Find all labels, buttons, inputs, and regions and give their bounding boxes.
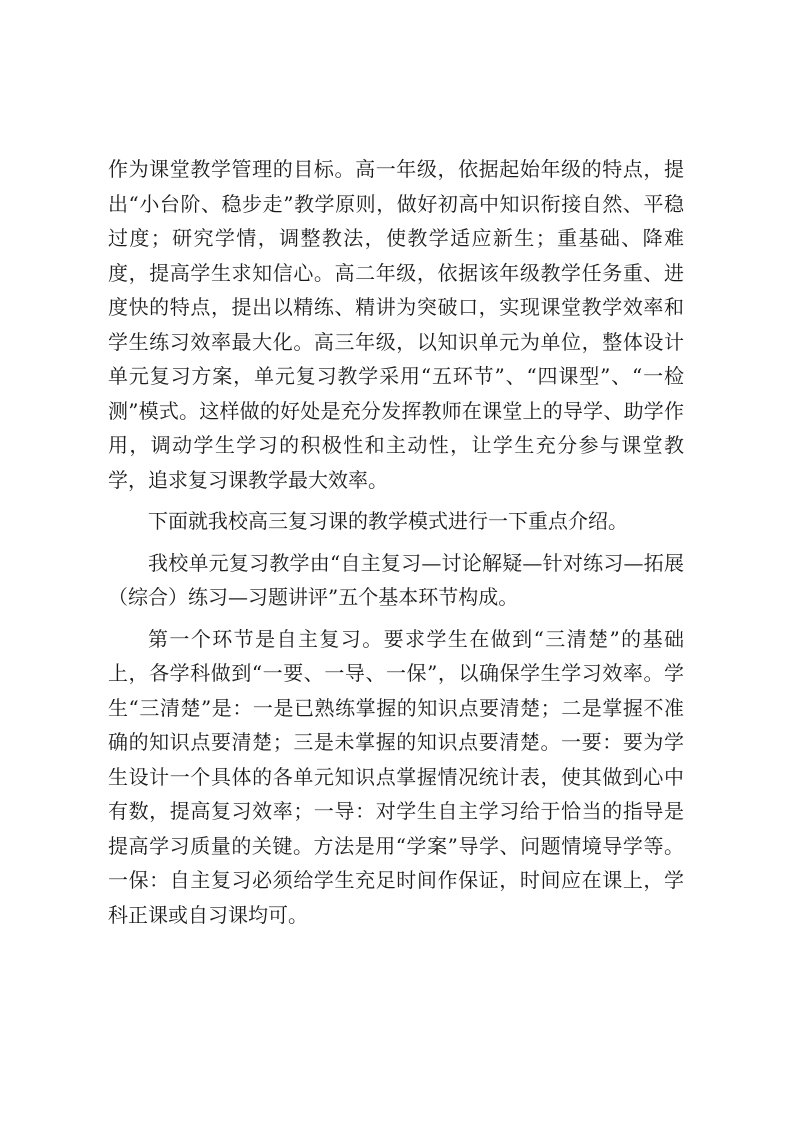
document-body xyxy=(108,152,684,932)
paragraph-five-steps: 我校单元复习教学由“自主复习—讨论解疑—针对练习—拓展（综合）练习—习题讲评”五个基本环节构成。 xyxy=(108,550,684,609)
paragraph-intro-model: 下面就我校高三复习课的教学模式进行一下重点介绍。 xyxy=(148,509,628,533)
paragraph-teaching-goals: 作为课堂教学管理的目标。高一年级，依据起始年级的特点，提出“小台阶、稳步走”教学原则，做好初高中知识衔接自然、平稳过度；研究学情，调整教法，使教学适应新生；重基础、降难度，提高学生求知信心。高二年级，依据该年级教学任务重、进度快的特点，提出以精练、精讲为突破口，实现课堂教学效率和学生练习效率最大化。高三年级，以知识单元为单位，整体设计单元复习方案，单元复习教学采用“五环节”、“四课型”、“一检测”模式。这样做的好处是充分发挥教师在课堂上的导学、助学作用，调动学生学习的积极性和主动性，让学生充分参与课堂教学，追求复习课教学最大效率。 xyxy=(108,157,684,492)
paragraph-self-review: 第一个环节是自主复习。要求学生在做到“三清楚”的基础上，各学科做到“一要、一导、一保”，以确保学生学习效率。学生“三清楚”是：一是已熟练掌握的知识点要清楚；二是掌握不准确的知识点要清楚；三是未掌握的知识点要清楚。一要：要为学生设计一个具体的各单元知识点掌握情况统计表，使其做到心中有数，提高复习效率；一导：对学生自主学习给于恰当的指导是提高学习质量的关键。方法是用“学案”导学、问题情境导学等。一保：自主复习必须给学生充足时间作保证，时间应在课上，学科正课或自习课均可。 xyxy=(108,626,684,927)
